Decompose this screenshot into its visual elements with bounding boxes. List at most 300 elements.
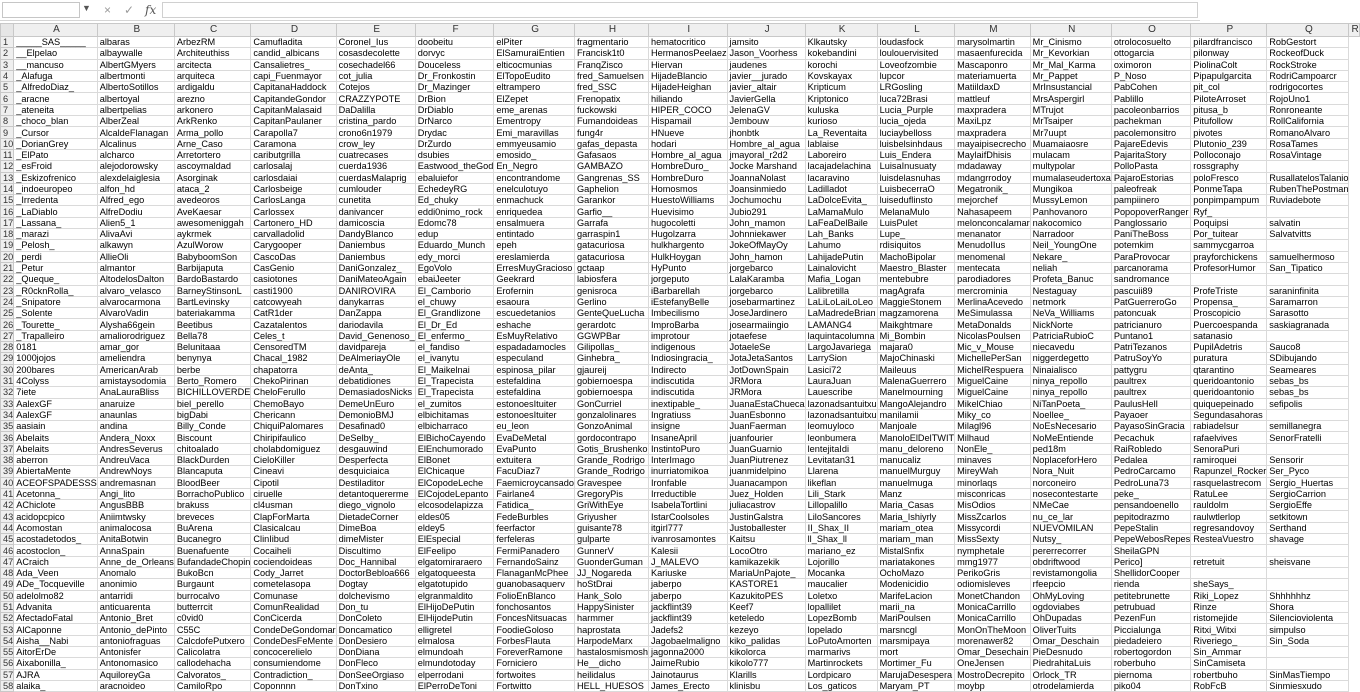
cell[interactable]: Lahumo: [805, 240, 877, 251]
cell[interactable]: Ementropy: [494, 116, 575, 127]
cell[interactable]: LaMamaMulo: [805, 206, 877, 217]
column-header-b[interactable]: B: [97, 24, 174, 37]
cell[interactable]: AlivaAvi: [97, 229, 174, 240]
cell[interactable]: inextipable_: [648, 398, 727, 409]
row-header[interactable]: 41: [1, 488, 14, 499]
cell[interactable]: manilamii: [877, 409, 955, 420]
cell[interactable]: revistamongolia: [1030, 567, 1111, 578]
cell[interactable]: Fairlane4: [494, 488, 575, 499]
cell[interactable]: CapitanaHaddock: [251, 82, 336, 93]
cell[interactable]: J_MALEVO: [648, 556, 727, 567]
column-header-q[interactable]: Q: [1267, 24, 1349, 37]
cell[interactable]: Hugolzarra: [648, 229, 727, 240]
cell[interactable]: magzamorena: [877, 308, 955, 319]
cell[interactable]: elbicharraco: [415, 421, 494, 432]
cell[interactable]: ManoloElDelTWIT: [877, 432, 955, 443]
cell[interactable]: Alien5_1: [97, 217, 174, 228]
cell[interactable]: carvalladolid: [251, 229, 336, 240]
cell[interactable]: MachoBipolar: [877, 251, 955, 262]
cell[interactable]: albertoyal: [97, 93, 174, 104]
cell[interactable]: BarneyStinsonL: [174, 285, 251, 296]
cell[interactable]: Omar_Desechain: [955, 647, 1031, 658]
cell[interactable]: Blancaputa: [174, 466, 251, 477]
cell[interactable]: diego_vignolo: [336, 500, 415, 511]
cell[interactable]: ponpimpampum: [1191, 195, 1267, 206]
cell[interactable]: Francisk1t0: [574, 48, 648, 59]
cell[interactable]: CRAZZYPOTE: [336, 93, 415, 104]
cell[interactable]: Manz: [877, 488, 955, 499]
cell[interactable]: John_mamon: [727, 217, 805, 228]
cell[interactable]: menomenal: [955, 251, 1031, 262]
cell[interactable]: El_Maikelnai: [415, 364, 494, 375]
cell[interactable]: mmg1977: [955, 556, 1031, 567]
cell[interactable]: shavage: [1267, 534, 1349, 545]
cell[interactable]: Arma_pollo: [174, 127, 251, 138]
cell[interactable]: JRMora: [727, 375, 805, 386]
cell[interactable]: Cotejos: [336, 82, 415, 93]
cell[interactable]: luisdelasnuhas: [877, 172, 955, 183]
cell[interactable]: elligretel: [415, 624, 494, 635]
cell[interactable]: manuelMurguy: [877, 466, 955, 477]
cell[interactable]: sandromance: [1111, 274, 1190, 285]
cell[interactable]: albaras: [97, 37, 174, 48]
cell[interactable]: Sin_Ammar: [1191, 647, 1267, 658]
cell[interactable]: ACraich: [14, 556, 98, 567]
cell[interactable]: patoncuak: [1111, 308, 1190, 319]
cell[interactable]: otrodelamierda: [1030, 680, 1111, 691]
cell[interactable]: MonOnTheMoon: [955, 624, 1031, 635]
cell[interactable]: Loveofzombie: [877, 59, 955, 70]
cell[interactable]: cot_julia: [336, 70, 415, 81]
cell[interactable]: HombreDuro: [648, 172, 727, 183]
cell[interactable]: Cocaiheli: [251, 545, 336, 556]
cell[interactable]: AlcaldeFlanagan: [97, 127, 174, 138]
cell[interactable]: MarujaDesespera: [877, 669, 955, 680]
cell[interactable]: NUEVOMILAN: [1030, 522, 1111, 533]
cell[interactable]: JuanGuarnio: [727, 443, 805, 454]
cell[interactable]: Los_gaticos: [805, 680, 877, 691]
cell[interactable]: Profeta_Banuc: [1030, 274, 1111, 285]
cell[interactable]: AquiloreyGa: [97, 669, 174, 680]
cell[interactable]: espinosa_pilar: [494, 364, 575, 375]
cell[interactable]: fred_SSC: [574, 82, 648, 93]
cell[interactable]: josearmaiingio: [727, 319, 805, 330]
cell[interactable]: labiosfera: [574, 274, 648, 285]
cell[interactable]: _Snipatore: [14, 296, 98, 307]
cell[interactable]: majara0: [877, 342, 955, 353]
column-header-o[interactable]: O: [1111, 24, 1190, 37]
cell[interactable]: Irreductible: [648, 488, 727, 499]
cell[interactable]: Douceless: [415, 59, 494, 70]
cell[interactable]: FedeBurbles: [494, 511, 575, 522]
cell[interactable]: estefaldina: [494, 387, 575, 398]
cell[interactable]: sebas_bs: [1267, 375, 1349, 386]
cell[interactable]: Dogtay: [336, 579, 415, 590]
cell[interactable]: MelanaMulo: [877, 206, 955, 217]
cell[interactable]: PopopoverRanger: [1111, 206, 1190, 217]
cell[interactable]: improtour: [648, 330, 727, 341]
cell[interactable]: Keef7: [727, 601, 805, 612]
cell[interactable]: Erofernin: [494, 285, 575, 296]
cell[interactable]: _ateneita: [14, 104, 98, 115]
cell[interactable]: jhonbtk: [727, 127, 805, 138]
row-header[interactable]: 15: [1, 195, 14, 206]
cell[interactable]: neliah: [1030, 262, 1111, 273]
cell[interactable]: hugocoletti: [648, 217, 727, 228]
cell[interactable]: pererrecorrer: [1030, 545, 1111, 556]
cell[interactable]: Geekrard: [494, 274, 575, 285]
cell[interactable]: enriquedea: [494, 206, 575, 217]
cell[interactable]: debatidiones: [336, 375, 415, 386]
cell[interactable]: menanator: [955, 229, 1031, 240]
cell[interactable]: Dr_Mazinger: [415, 82, 494, 93]
cell[interactable]: Desperfecta: [336, 454, 415, 465]
cell[interactable]: jaberpo: [648, 590, 727, 601]
cell[interactable]: lupcor: [877, 70, 955, 81]
cell[interactable]: Puercoespanda: [1191, 319, 1267, 330]
cell[interactable]: RosaTames: [1267, 138, 1349, 149]
cell[interactable]: samuelhermoso: [1267, 251, 1349, 262]
cell[interactable]: RockStroke: [1267, 59, 1349, 70]
cell[interactable]: Nekare_: [1030, 251, 1111, 262]
cell[interactable]: MussyLemon: [1030, 195, 1111, 206]
cell[interactable]: desgauwind: [336, 443, 415, 454]
cell[interactable]: SergioCarrion: [1267, 488, 1349, 499]
cell[interactable]: satanasio: [1191, 330, 1267, 341]
cell[interactable]: MonetChandon: [955, 590, 1031, 601]
cell[interactable]: ataca_2: [174, 183, 251, 194]
cell[interactable]: ErresMuyGracioso: [494, 262, 575, 273]
cell[interactable]: arkonero: [174, 104, 251, 115]
cell[interactable]: elmalosa: [415, 635, 494, 646]
cell[interactable]: Doc_Hannibal: [336, 556, 415, 567]
cell[interactable]: Maria_Ishiyrly: [877, 511, 955, 522]
cell[interactable]: arezno: [174, 93, 251, 104]
cell[interactable]: PatriciaRubioC: [1030, 330, 1111, 341]
cell[interactable]: San_Tipatico: [1267, 262, 1349, 273]
cell[interactable]: concocerelielo: [251, 647, 336, 658]
cell[interactable]: AngusBBB: [97, 500, 174, 511]
cell[interactable]: AfectadoFatal: [14, 613, 98, 624]
cell[interactable]: SenorFratelli: [1267, 432, 1349, 443]
cell[interactable]: ElHijodePutin: [415, 613, 494, 624]
cell[interactable]: Acetonna_: [14, 488, 98, 499]
cell[interactable]: sheSays_: [1191, 579, 1267, 590]
row-header[interactable]: 57: [1, 669, 14, 680]
cell[interactable]: nakocomico: [1030, 217, 1111, 228]
cell[interactable]: alvarocarmona: [97, 296, 174, 307]
cell[interactable]: Doncamatico: [336, 624, 415, 635]
cell[interactable]: setkitown: [1267, 511, 1349, 522]
cell[interactable]: __mancuso: [14, 59, 98, 70]
cell[interactable]: kikolorca: [727, 647, 805, 658]
cell[interactable]: Huevisimo: [648, 206, 727, 217]
column-header-r[interactable]: R: [1349, 24, 1359, 37]
cell[interactable]: Arne_Caso: [174, 138, 251, 149]
cell[interactable]: MissSexty: [955, 534, 1031, 545]
cell[interactable]: eddi0nimo_rock: [415, 206, 494, 217]
cell[interactable]: parcanorama: [1111, 262, 1190, 273]
cell[interactable]: AlbertoSotillos: [97, 82, 174, 93]
cell[interactable]: MonicaCarrillo: [955, 613, 1031, 624]
cell[interactable]: RollCalifornia: [1267, 116, 1349, 127]
cell[interactable]: [1267, 579, 1349, 590]
cell[interactable]: capi_Fuenmayor: [251, 70, 336, 81]
cell[interactable]: mariano_ez: [805, 545, 877, 556]
cell[interactable]: 7iete: [14, 387, 98, 398]
cell[interactable]: piernoma: [1111, 669, 1190, 680]
cell[interactable]: Muamaiaosre: [1030, 138, 1111, 149]
cell[interactable]: maucalier: [805, 579, 877, 590]
cell[interactable]: Coronel_Ius: [336, 37, 415, 48]
cell[interactable]: masaenfurecida: [955, 48, 1031, 59]
cell[interactable]: Kovskayax: [805, 70, 877, 81]
row-header[interactable]: 53: [1, 624, 14, 635]
cell[interactable]: Calvoratos_: [174, 669, 251, 680]
cell[interactable]: amar_gor: [97, 342, 174, 353]
cell[interactable]: EchedeyRG: [415, 183, 494, 194]
cell[interactable]: saraninfinita: [1267, 285, 1349, 296]
cell[interactable]: ArkRenko: [174, 116, 251, 127]
cell[interactable]: albertpelias: [97, 104, 174, 115]
cell[interactable]: _Pelosh_: [14, 240, 98, 251]
cell[interactable]: NonEle_: [955, 443, 1031, 454]
cell[interactable]: consumiendome: [251, 658, 336, 669]
cell[interactable]: andremasnan: [97, 477, 174, 488]
cell[interactable]: ninya_repollo: [1030, 375, 1111, 386]
cell[interactable]: EgoVolo: [415, 262, 494, 273]
cell[interactable]: ADe_Tocqueville: [14, 579, 98, 590]
cell[interactable]: haprostata: [574, 624, 648, 635]
cell[interactable]: ereslamierda: [494, 251, 575, 262]
cell[interactable]: pepitodrazmo: [1111, 511, 1190, 522]
row-header[interactable]: 18: [1, 229, 14, 240]
name-box[interactable]: [2, 2, 80, 18]
cell[interactable]: Pablillo: [1111, 93, 1190, 104]
cell[interactable]: hodari: [648, 138, 727, 149]
cell[interactable]: Ninaialisco: [1030, 364, 1111, 375]
cell[interactable]: jorgeputo: [648, 274, 727, 285]
cell[interactable]: gulparte: [574, 534, 648, 545]
cell[interactable]: Shhhhhhz: [1267, 590, 1349, 601]
cell[interactable]: CatR1der: [251, 308, 336, 319]
cell[interactable]: Silencioviolenta: [1267, 613, 1349, 624]
cell[interactable]: Chericann: [251, 409, 336, 420]
cell[interactable]: bigDabi: [174, 409, 251, 420]
cell[interactable]: _Lassana_: [14, 217, 98, 228]
cell[interactable]: AveKaesar: [174, 206, 251, 217]
cell[interactable]: Arretortero: [174, 149, 251, 160]
cell[interactable]: Mocanka: [805, 567, 877, 578]
cell[interactable]: fragmentario: [574, 37, 648, 48]
cell[interactable]: sefipolis: [1267, 398, 1349, 409]
cell[interactable]: BufandadeChopin: [174, 556, 251, 567]
cell[interactable]: javier__jurado: [727, 70, 805, 81]
cell[interactable]: AJRA: [14, 669, 98, 680]
cell[interactable]: mdadaway: [955, 161, 1031, 172]
cell[interactable]: AlvaroVadin: [97, 308, 174, 319]
cell[interactable]: misconricas: [955, 488, 1031, 499]
cell[interactable]: Laboreiro: [805, 149, 877, 160]
cell[interactable]: Coponnnn: [251, 680, 336, 691]
cell[interactable]: mayaipisecrecho: [955, 138, 1031, 149]
cell[interactable]: oximoron: [1111, 59, 1190, 70]
cell[interactable]: Nutsy_: [1030, 534, 1111, 545]
cell[interactable]: casti1900: [251, 285, 336, 296]
cell[interactable]: _LaDiablo: [14, 206, 98, 217]
row-header[interactable]: 23: [1, 285, 14, 296]
cell[interactable]: Gangrenas_SS: [574, 172, 648, 183]
row-header[interactable]: 24: [1, 296, 14, 307]
cell[interactable]: DemeUnEuro: [336, 398, 415, 409]
row-header[interactable]: 28: [1, 342, 14, 353]
cell[interactable]: MaxiLpz: [955, 116, 1031, 127]
cell[interactable]: ensalmuera: [494, 217, 575, 228]
cell[interactable]: Nestaguay: [1030, 285, 1111, 296]
cell[interactable]: guisante78: [574, 522, 648, 533]
cell[interactable]: el_fandiso: [415, 342, 494, 353]
column-header-l[interactable]: L: [877, 24, 955, 37]
cell[interactable]: Beetibus: [174, 319, 251, 330]
cell[interactable]: HijadeBlancio: [648, 70, 727, 81]
cell[interactable]: MisOdios: [955, 500, 1031, 511]
cell[interactable]: Lasici72: [805, 364, 877, 375]
cell[interactable]: elgranmaldito: [415, 590, 494, 601]
cell[interactable]: aykrmek: [174, 229, 251, 240]
cell[interactable]: John_hamon: [727, 251, 805, 262]
cell[interactable]: netmork: [1030, 296, 1111, 307]
cell[interactable]: La_Reventaita: [805, 127, 877, 138]
cell[interactable]: AlCaponne: [14, 624, 98, 635]
cell[interactable]: Fortwitto: [494, 680, 575, 691]
cell[interactable]: gonzalolinares: [574, 409, 648, 420]
cell[interactable]: Biscount: [174, 432, 251, 443]
cell[interactable]: [1191, 274, 1267, 285]
cell[interactable]: LiloSancores: [805, 511, 877, 522]
cell[interactable]: gafas_depasta: [574, 138, 648, 149]
cell[interactable]: rasquelastrecom: [1191, 477, 1267, 488]
cell[interactable]: jaudenes: [727, 59, 805, 70]
cell[interactable]: javier_altair: [727, 82, 805, 93]
row-header[interactable]: 16: [1, 206, 14, 217]
cell[interactable]: manucaliz: [877, 454, 955, 465]
cell[interactable]: EsMuyRelativo: [494, 330, 575, 341]
cell[interactable]: Gravespee: [574, 477, 648, 488]
cell[interactable]: mort: [877, 647, 955, 658]
cell[interactable]: Rapunzel_Rocker: [1191, 466, 1267, 477]
cell[interactable]: HulkHoygan: [648, 251, 727, 262]
cell[interactable]: ComunRealidad: [251, 601, 336, 612]
cell[interactable]: fortwoites: [494, 669, 575, 680]
cell[interactable]: MaggieStonem: [877, 296, 955, 307]
cell[interactable]: obdriftwood: [1030, 556, 1111, 567]
cell[interactable]: crow_ley: [336, 138, 415, 149]
cell[interactable]: Lucia_Purple: [877, 104, 955, 115]
cell[interactable]: Maryam_PT: [877, 680, 955, 691]
cell[interactable]: kuluska: [805, 104, 877, 115]
cell[interactable]: sebas_bs: [1267, 387, 1349, 398]
cell[interactable]: benynya: [174, 353, 251, 364]
cell[interactable]: PepeStalin: [1111, 522, 1190, 533]
cell[interactable]: Orlock_TR: [1030, 669, 1111, 680]
cell[interactable]: Hank_Solo: [574, 590, 648, 601]
cell[interactable]: Asorginak: [174, 172, 251, 183]
cell[interactable]: prayforchickens: [1191, 251, 1267, 262]
cell[interactable]: Homosmos: [648, 183, 727, 194]
cell[interactable]: _AlfredoDiaz_: [14, 82, 98, 93]
cell[interactable]: rabiadelsur: [1191, 421, 1267, 432]
cell[interactable]: rdisiquitos: [877, 240, 955, 251]
cell[interactable]: lucia_ojeda: [877, 116, 955, 127]
row-header[interactable]: 33: [1, 398, 14, 409]
cell[interactable]: BICHILLOVERDE: [174, 387, 251, 398]
cell[interactable]: norconeiro: [1030, 477, 1111, 488]
cell[interactable]: InstintoPuro: [648, 443, 727, 454]
cell[interactable]: DonDiana: [336, 647, 415, 658]
cell[interactable]: eme_arenas: [494, 104, 575, 115]
cell[interactable]: ElZepet: [494, 93, 575, 104]
cell[interactable]: cristina_pardo: [336, 116, 415, 127]
cell[interactable]: MarifeLacion: [877, 590, 955, 601]
cell[interactable]: rafaelvives: [1191, 432, 1267, 443]
cell[interactable]: DrNarco: [415, 116, 494, 127]
cell[interactable]: HNueve: [648, 127, 727, 138]
cell[interactable]: MissZcarlos: [955, 511, 1031, 522]
cell[interactable]: [1267, 274, 1349, 285]
cell[interactable]: Calicolatra: [174, 647, 251, 658]
cell[interactable]: RodriCampoarcr: [1267, 70, 1349, 81]
cell[interactable]: MikelChiao: [955, 398, 1031, 409]
cell[interactable]: 1000jojos: [14, 353, 98, 364]
cell[interactable]: manu_deloreno: [877, 443, 955, 454]
cell[interactable]: ElHijoDePutin: [415, 601, 494, 612]
cell[interactable]: Lili_Stark: [805, 488, 877, 499]
cell[interactable]: cholabdomiguez: [251, 443, 336, 454]
cell[interactable]: bateriakamma: [174, 308, 251, 319]
cell[interactable]: En_Negro: [494, 161, 575, 172]
cell[interactable]: GuonderGuman: [574, 556, 648, 567]
cell[interactable]: ForbesFlauta: [494, 635, 575, 646]
cell[interactable]: niecavedu: [1030, 342, 1111, 353]
cell[interactable]: Rinze: [1191, 601, 1267, 612]
row-header[interactable]: 10: [1, 138, 14, 149]
cell[interactable]: klinisbu: [727, 680, 805, 691]
column-header-e[interactable]: E: [336, 24, 415, 37]
cell[interactable]: CamiloRpo: [174, 680, 251, 691]
cell[interactable]: cl4usman: [251, 500, 336, 511]
cell[interactable]: puratura: [1191, 353, 1267, 364]
cell[interactable]: _DorianGrey: [14, 138, 98, 149]
cell[interactable]: HombreDuro_: [648, 161, 727, 172]
cell[interactable]: harmmer: [574, 613, 648, 624]
row-header[interactable]: 38: [1, 454, 14, 465]
cell[interactable]: HELL_HUESOS: [574, 680, 648, 691]
cell[interactable]: MrTsaiper: [1030, 116, 1111, 127]
cell[interactable]: arquiteca: [174, 70, 251, 81]
cell[interactable]: Alfred_ego: [97, 195, 174, 206]
cell[interactable]: elmundoah: [415, 647, 494, 658]
cell[interactable]: Berto_Romero: [174, 375, 251, 386]
cell[interactable]: Shora: [1267, 601, 1349, 612]
row-header[interactable]: 2: [1, 48, 14, 59]
cell[interactable]: CensoredTM: [251, 342, 336, 353]
cell[interactable]: JotDownSpain: [727, 364, 805, 375]
cell[interactable]: Ginhebra_: [574, 353, 648, 364]
cell[interactable]: Proscopicio: [1191, 308, 1267, 319]
cell[interactable]: Nora_Nuit: [1030, 466, 1111, 477]
cell[interactable]: [1191, 567, 1267, 578]
cell[interactable]: ChiquiPalomares: [251, 421, 336, 432]
